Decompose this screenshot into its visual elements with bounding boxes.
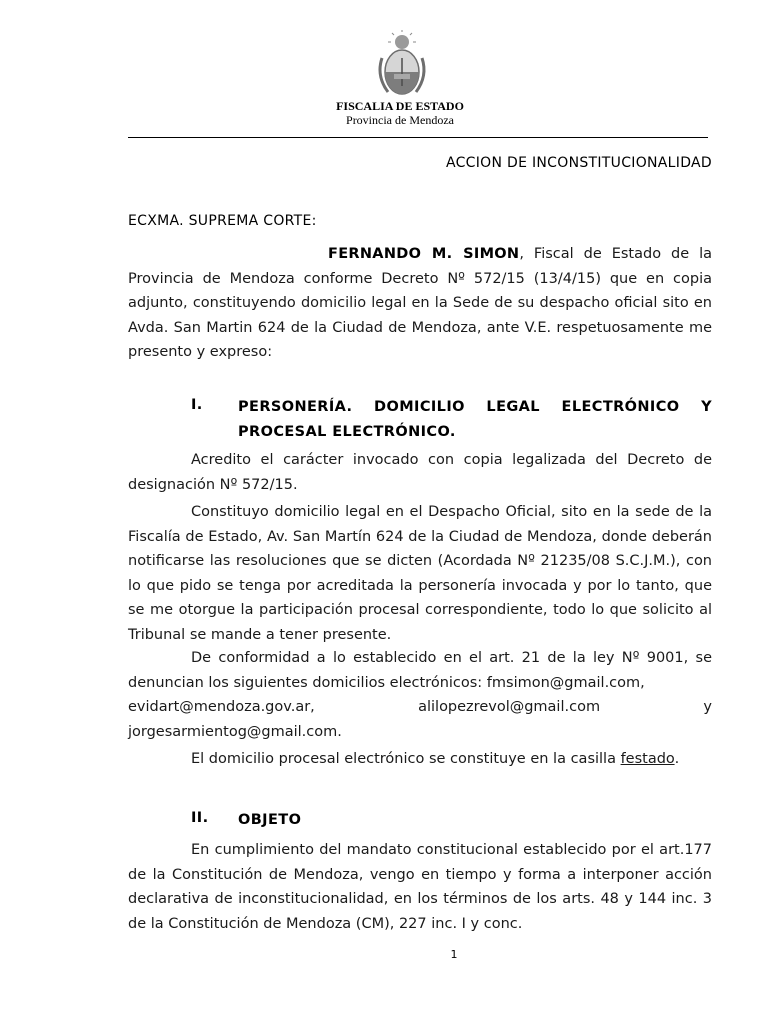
- page-number: 1: [450, 948, 458, 961]
- section-1-title-line1: PERSONERÍA. DOMICILIO LEGAL ELECTRÓNICO Y: [238, 399, 712, 415]
- header-divider: [128, 137, 708, 138]
- email-alilopezrevol: alilopezrevol@gmail.com: [418, 699, 601, 715]
- conjunction: y: [703, 699, 712, 715]
- author-name: FERNANDO M. SIMON: [328, 246, 520, 262]
- intro-paragraph: [128, 242, 712, 365]
- email-jorgesarmiento: jorgesarmientog@gmail.com.: [128, 723, 342, 740]
- intro-text: , Fiscal de Estado de la Provincia de Mendoza conforme Decreto Nº 572/15 (13/4/15) que en copia adjunto, constituyendo domicilio legal en la Sede de su despacho oficial sito en Avda. San Martin 624 de la Ciudad de Mendoza, ante V.E. respetuosamente me presento y expreso:: [128, 246, 712, 360]
- institution-name: FISCALIA DE ESTADO: [336, 99, 464, 113]
- province-name: Provincia de Mendoza: [346, 113, 454, 127]
- section-1-paragraph-2: Constituyo domicilio legal en el Despacho Oficial, sito en la sede de la Fiscalía de Estado, Av. San Martín 624 de la Ciudad de Mendoza, donde deberán notificarse las resoluciones que se dicten (Acordada Nº 21235/08 S.C.J.M.), con lo que pido se tenga por acreditada la personería invocada y por lo tanto, que se me otorgue la participación procesal correspondiente, todo lo que solicito al Tribunal se mande a tener presente.: [128, 504, 712, 643]
- email-line: [128, 695, 712, 720]
- email-evidart: evidart@mendoza.gov.ar,: [128, 699, 315, 715]
- mailbox-link: festado: [620, 751, 675, 767]
- section-2-number: II.: [191, 810, 209, 826]
- document-title: ACCION DE INCONSTITUCIONALIDAD: [445, 155, 712, 171]
- section-1-paragraph-3: De conformidad a lo establecido en el art. 21 de la ley Nº 9001, se denuncian los siguientes domicilios electrónicos: fmsimon@gmail.com, evidart@mendoza.gov.ar, alilopezrevol@gmail.com y jorgesarmientog@gmail.com.: [128, 650, 712, 740]
- section-1-number: I.: [191, 397, 203, 413]
- coat-of-arms-icon: [372, 30, 432, 98]
- section-1-title-line2: PROCESAL ELECTRÓNICO.: [238, 423, 456, 440]
- section-1-paragraph-1: Acredito el carácter invocado con copia legalizada del Decreto de designación Nº 572/15.: [128, 452, 712, 493]
- section-2-paragraph-1: En cumplimiento del mandato constitucional establecido por el art.177 de la Constitución de Mendoza, vengo en tiempo y forma a interponer acción declarativa de inconstitucionalidad, en los términos de los arts. 48 y 144 inc. 3 de la Constitución de Mendoza (CM), 227 inc. I y conc.: [128, 842, 712, 932]
- section-2-title: OBJETO: [238, 812, 302, 828]
- section-1-paragraph-4: El domicilio procesal electrónico se constituye en la casilla festado.: [191, 751, 680, 767]
- addressee: ECXMA. SUPREMA CORTE:: [128, 213, 317, 229]
- section-1-title: [238, 395, 712, 444]
